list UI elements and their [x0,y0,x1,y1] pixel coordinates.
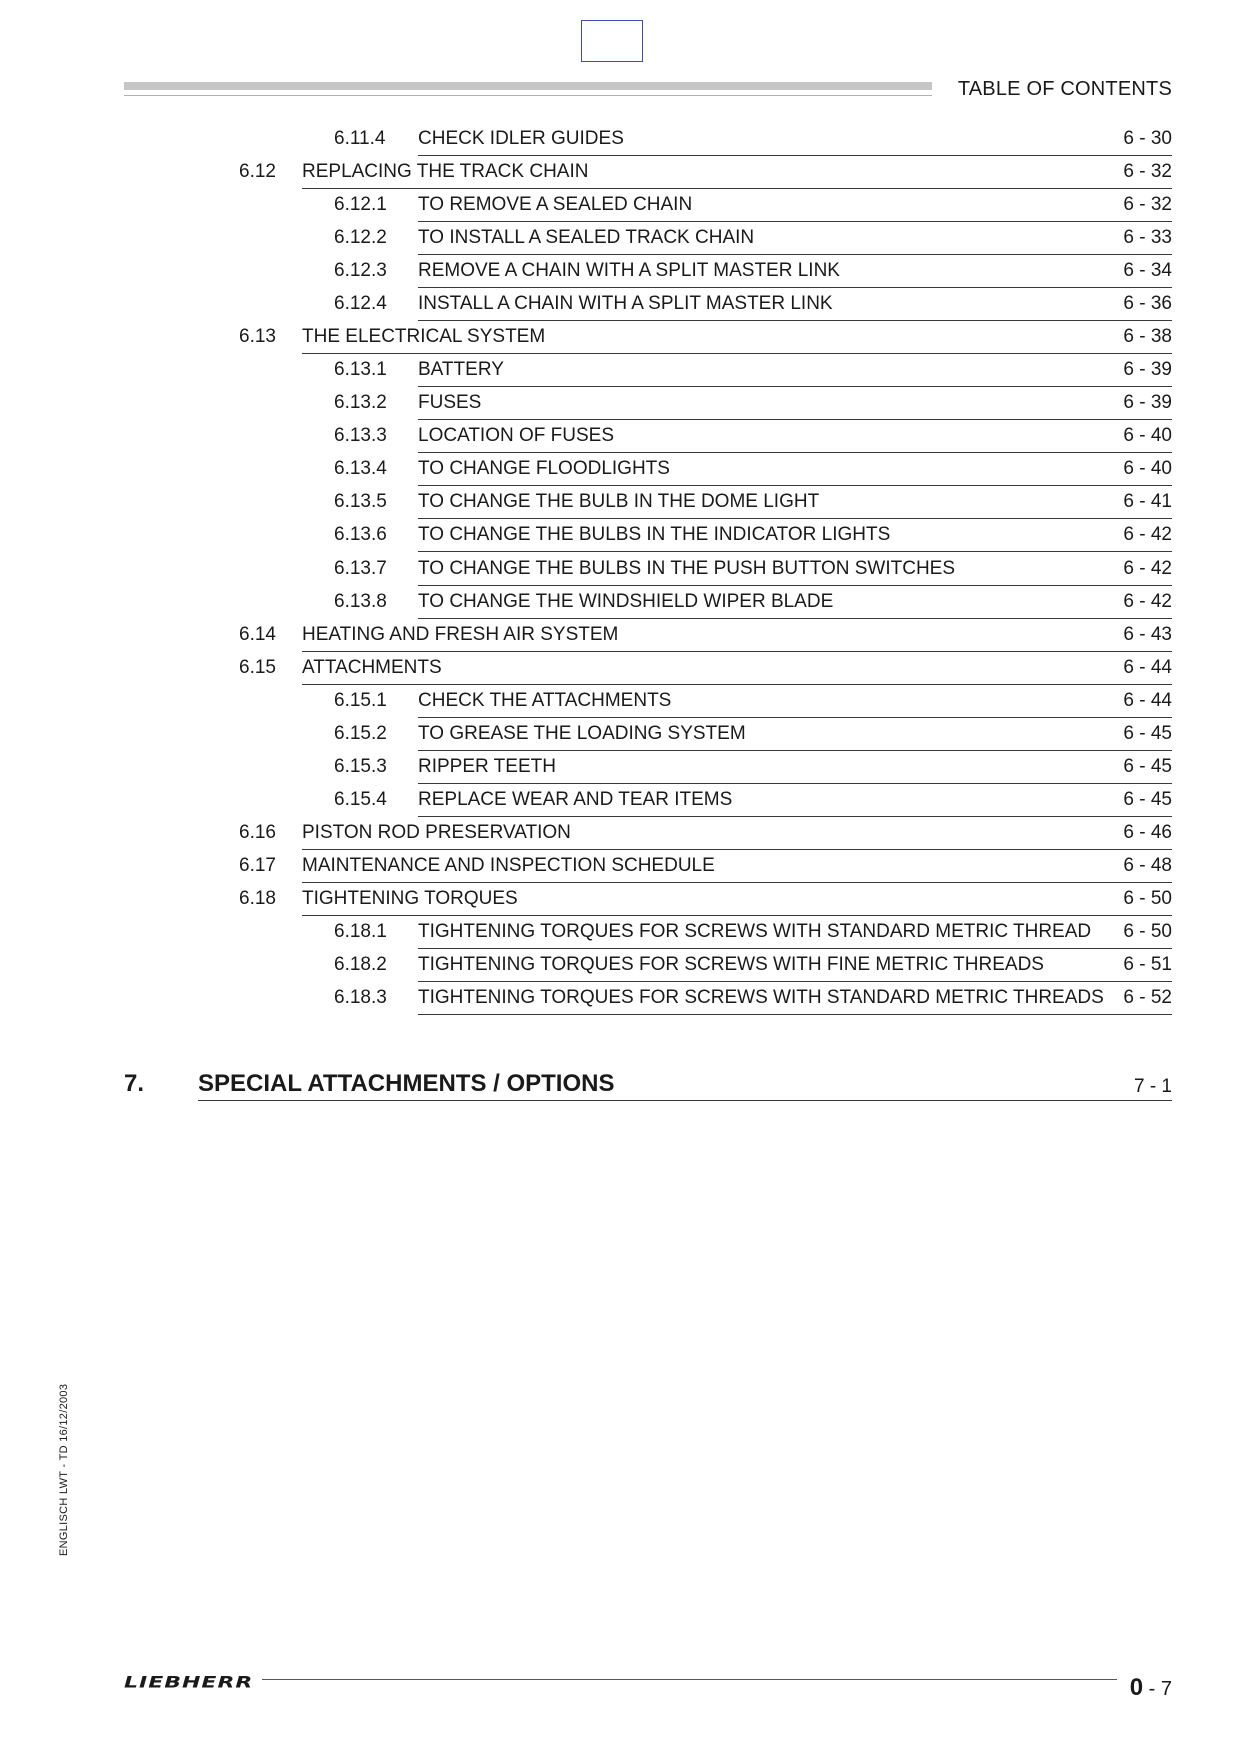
liebherr-logo: LIEBHERR [124,1674,254,1692]
toc-entry-rule [418,287,1172,288]
toc-entry-title: INSTALL A CHAIN WITH A SPLIT MASTER LINK [418,293,833,315]
toc-entry[interactable] [0,983,1240,1016]
toc-entry-number: 6.15.3 [334,755,387,777]
toc-entry-number: 6.13.5 [334,491,387,513]
toc-entry[interactable] [0,917,1240,950]
toc-entry-title: TIGHTENING TORQUES FOR SCREWS WITH FINE METRIC THREADS [418,954,1044,975]
toc-entry-title: TO REMOVE A SEALED CHAIN [418,194,693,216]
toc-entry-title: BATTERY [418,359,504,381]
chapter-rule [198,1100,1172,1101]
toc-entry-page: 6 - 50 [1123,920,1172,942]
toc-entry-rule [418,717,1172,718]
toc-entry-page: 6 - 33 [1123,227,1172,249]
toc-entry[interactable] [0,884,1240,917]
toc-entry[interactable] [0,520,1240,553]
toc-entry[interactable] [0,587,1240,620]
toc-entry-number: 6.12 [239,161,276,183]
toc-entry-rule [418,452,1172,453]
toc-entry-rule [418,1014,1172,1015]
toc-entry-title: MAINTENANCE AND INSPECTION SCHEDULE [302,854,715,876]
toc-entry-number: 6.15.4 [334,788,387,810]
toc-entry-rule [418,551,1172,552]
toc-entry[interactable] [0,421,1240,454]
toc-entry-page: 6 - 32 [1123,194,1172,216]
toc-entry-rule [302,684,1172,685]
toc-entry-title: TO CHANGE THE BULB IN THE DOME LIGHT [418,491,820,513]
toc-entry[interactable] [0,289,1240,322]
toc-entry-title: THE ELECTRICAL SYSTEM [302,326,546,348]
footer-page-number [1130,1674,1172,1702]
toc-entry-number: 6.14 [239,623,276,645]
toc-entry[interactable] [0,950,1240,983]
footer-page-separator: - [1143,1678,1161,1700]
toc-entry[interactable] [0,322,1240,355]
toc-entry-number: 6.17 [239,854,276,876]
toc-entry-page: 6 - 30 [1123,128,1172,149]
toc-entry-page: 6 - 46 [1123,821,1172,843]
toc-entry-title: REMOVE A CHAIN WITH A SPLIT MASTER LINK [418,260,840,282]
toc-entry-rule [418,320,1172,321]
toc-entry-number: 6.15.1 [334,689,387,711]
toc-entry-page: 6 - 40 [1123,458,1172,480]
toc-entry-rule [418,750,1172,751]
toc-entry-page: 6 - 44 [1123,656,1172,678]
toc-entry[interactable] [0,851,1240,884]
toc-entry[interactable] [0,454,1240,487]
toc-entry-title: TO CHANGE THE BULBS IN THE PUSH BUTTON SWITCHES [418,557,956,579]
top-frame-box [581,20,643,62]
toc-entry-page: 6 - 43 [1123,623,1172,645]
toc-entry[interactable] [0,818,1240,851]
toc-entry-rule [418,485,1172,486]
toc-entry-rule [418,386,1172,387]
toc-entry-title: TIGHTENING TORQUES [302,887,518,909]
toc-entry-page: 6 - 42 [1123,557,1172,579]
toc-entry-title: HEATING AND FRESH AIR SYSTEM [302,623,619,645]
toc-entry-title: CHECK IDLER GUIDES [418,128,624,149]
toc-entry-number: 6.13.2 [334,392,387,414]
toc-entry-rule [418,981,1172,982]
toc-entry-page: 6 - 45 [1123,788,1172,810]
footer-rule [262,1679,1117,1680]
toc-entry-title: TO GREASE THE LOADING SYSTEM [418,722,746,744]
toc-entry-number: 6.12.2 [334,227,387,249]
toc-entry-number: 6.13 [239,326,276,348]
toc-entry-title: FUSES [418,392,482,414]
toc-entry-rule [418,419,1172,420]
toc-entry[interactable] [0,355,1240,388]
toc-entry-page: 6 - 40 [1123,425,1172,447]
toc-entry-rule [302,882,1172,883]
toc-entry-rule [418,254,1172,255]
toc-entry-page: 6 - 32 [1123,161,1172,183]
toc-entry-page: 6 - 48 [1123,854,1172,876]
toc-entry[interactable] [0,388,1240,421]
toc-entry-title: ATTACHMENTS [302,656,442,678]
toc-entry-rule [418,585,1172,586]
toc-entry[interactable] [0,752,1240,785]
toc-entry-number: 6.15 [239,656,276,678]
toc-entry[interactable] [0,653,1240,686]
toc-entry-page: 6 - 38 [1123,326,1172,348]
toc-entry-title: REPLACE WEAR AND TEAR ITEMS [418,788,733,810]
toc-entry-number: 6.18.1 [334,920,387,942]
toc-entry-title: LOCATION OF FUSES [418,425,615,447]
chapter-heading-row[interactable] [0,1068,1240,1104]
toc-entry-rule [418,618,1172,619]
toc-entry-number: 6.13.3 [334,425,387,447]
toc-entry-page: 6 - 34 [1123,260,1172,282]
toc-entry[interactable] [0,686,1240,719]
toc-entry-page: 6 - 45 [1123,755,1172,777]
toc-entry-title: REPLACING THE TRACK CHAIN [302,161,589,183]
toc-entry-rule [418,155,1172,156]
toc-entry-page: 6 - 42 [1123,524,1172,546]
toc-entry-title: TO CHANGE THE WINDSHIELD WIPER BLADE [418,590,834,612]
toc-entry[interactable] [0,124,1240,157]
toc-entry-page: 6 - 39 [1123,359,1172,381]
toc-entry-number: 6.13.4 [334,458,387,480]
toc-entry-rule [418,783,1172,784]
toc-entry-rule [418,221,1172,222]
toc-entry[interactable] [0,256,1240,289]
toc-entry-rule [302,188,1172,189]
toc-entry-number: 6.13.6 [334,524,387,546]
toc-entry[interactable] [0,785,1240,818]
toc-entry-page: 6 - 50 [1123,887,1172,909]
toc-entry-number: 6.15.2 [334,722,387,744]
toc-entry-number: 6.18.3 [334,987,387,1009]
toc-entry[interactable] [0,223,1240,256]
toc-entry-page: 6 - 36 [1123,293,1172,315]
toc-entry-title: TIGHTENING TORQUES FOR SCREWS WITH STANDARD METRIC THREADS [418,987,1104,1009]
toc-entry-rule [302,849,1172,850]
toc-entry-number: 6.16 [239,821,276,843]
toc-entry-title: CHECK THE ATTACHMENTS [418,689,672,711]
toc-entry-number: 6.13.1 [334,359,387,381]
toc-entry[interactable] [0,554,1240,587]
toc-entry-rule [302,915,1172,916]
toc-entry-rule [302,353,1172,354]
toc-entry-title: TO CHANGE FLOODLIGHTS [418,458,670,480]
header-title: TABLE OF CONTENTS [957,78,1172,100]
toc-entry-title: TO INSTALL A SEALED TRACK CHAIN [418,227,755,249]
toc-entry-page: 6 - 42 [1123,590,1172,612]
toc-entry-number: 6.18.2 [334,954,387,975]
toc-entry-title: RIPPER TEETH [418,755,556,777]
chapter-page: 7 - 1 [1133,1076,1172,1097]
side-document-code: ENGLISCH LWT - TD 16/12/2003 [58,1383,70,1556]
toc-entry-number: 6.11.4 [334,128,386,149]
header-rule [124,95,932,96]
toc-entry-page: 6 - 45 [1123,722,1172,744]
toc-entry-page: 6 - 52 [1123,987,1172,1009]
toc-entry-number: 6.12.4 [334,293,387,315]
chapter-number: 7. [124,1070,145,1097]
footer-page-num: 7 [1160,1678,1172,1700]
toc-entry-number: 6.13.7 [334,557,387,579]
toc-entry-rule [418,948,1172,949]
toc-entry-page: 6 - 39 [1123,392,1172,414]
toc-entry-rule [418,816,1172,817]
toc-entry-number: 6.18 [239,887,276,909]
toc-entry[interactable] [0,620,1240,653]
toc-entry-title: TO CHANGE THE BULBS IN THE INDICATOR LIGHTS [418,524,891,546]
toc-entry-number: 6.12.1 [334,194,387,216]
toc-entry-number: 6.12.3 [334,260,387,282]
toc-entry-rule [302,651,1172,652]
chapter-title: SPECIAL ATTACHMENTS / OPTIONS [198,1070,615,1097]
toc-entry[interactable] [0,719,1240,752]
toc-entry-page: 6 - 51 [1123,954,1172,975]
toc-entry[interactable] [0,157,1240,190]
toc-entry[interactable] [0,487,1240,520]
footer-page-chapter: 0 [1129,1674,1144,1701]
header-bar [124,82,932,90]
toc-entry-rule [418,518,1172,519]
toc-entry-page: 6 - 44 [1123,689,1172,711]
toc-entry-title: TIGHTENING TORQUES FOR SCREWS WITH STANDARD METRIC THREAD [418,920,1092,942]
toc-entry[interactable] [0,190,1240,223]
toc-entry-number: 6.13.8 [334,590,387,612]
toc-entry-page: 6 - 41 [1123,491,1172,513]
toc-entry-title: PISTON ROD PRESERVATION [302,821,571,843]
